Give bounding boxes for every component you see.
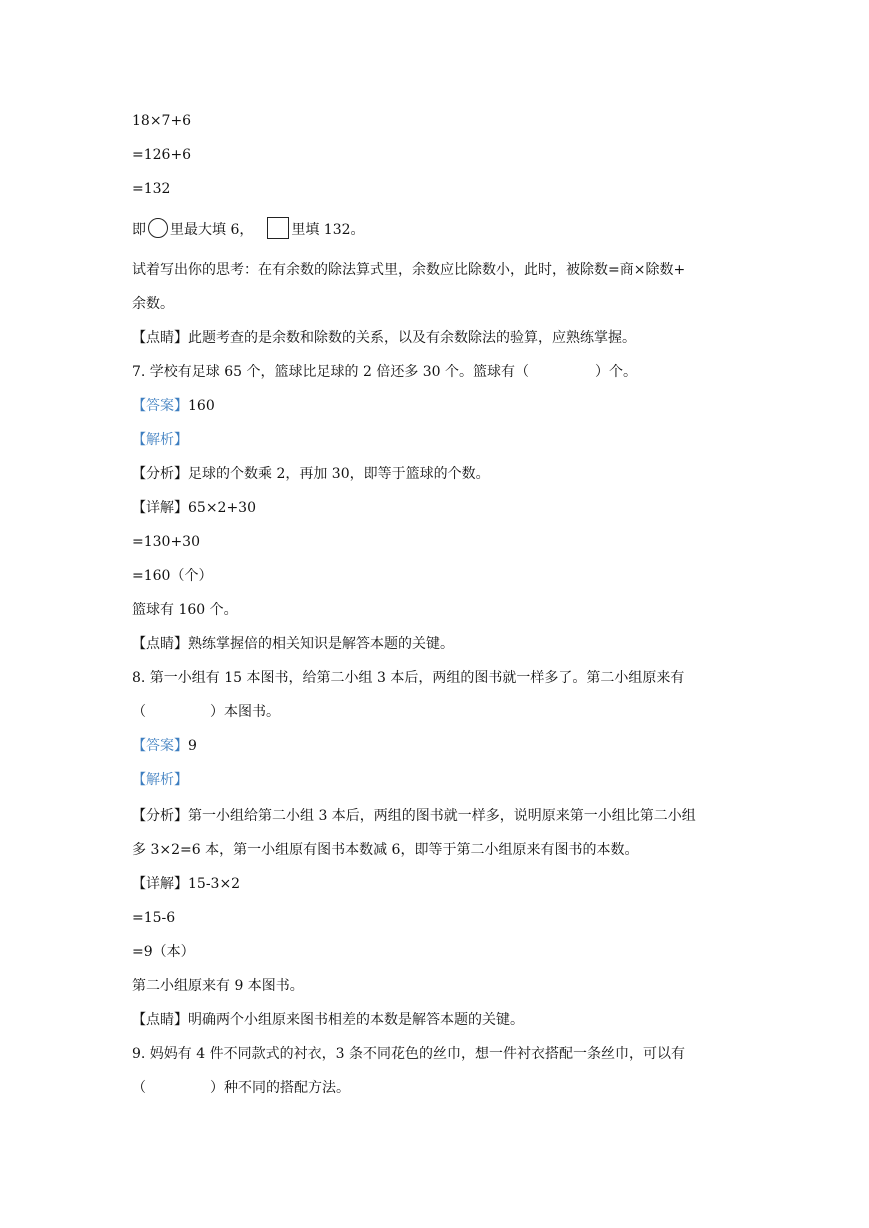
q7-fenxi: 【分析】足球的个数乘 2，再加 30，即等于篮球的个数。 bbox=[132, 466, 490, 482]
q8-detail-3: =9（本） bbox=[132, 944, 195, 960]
q8-point: 【点睛】明确两个小组原来图书相差的本数是解答本题的关键。 bbox=[132, 1012, 524, 1028]
q7-point: 【点睛】熟练掌握倍的相关知识是解答本题的关键。 bbox=[132, 636, 454, 652]
q6-equation-line-1: 18×7+6 bbox=[132, 113, 192, 129]
q7-detail-2: =130+30 bbox=[132, 534, 200, 550]
fill-mid: 里最大填 6， bbox=[170, 222, 254, 238]
q9-stem-2b: ）种不同的搭配方法。 bbox=[210, 1080, 350, 1096]
q8-stem-2 bbox=[132, 702, 280, 722]
q6-think-line-1: 试着写出你的思考：在有余数的除法算式里，余数应比除数小，此时，被除数=商×除数+ bbox=[132, 262, 686, 278]
q7-stem-b: ）个。 bbox=[595, 364, 638, 380]
q9-stem-2 bbox=[132, 1078, 350, 1098]
q8-stem-1: 8. 第一小组有 15 本图书，给第二小组 3 本后，两组的图书就一样多了。第二小组原来有 bbox=[132, 670, 685, 686]
q8-detail-2: =15-6 bbox=[132, 910, 176, 926]
answer-tag: 【答案】 bbox=[132, 398, 188, 414]
q6-think-line-2: 余数。 bbox=[132, 296, 174, 312]
q7-stem-a: 7. 学校有足球 65 个，篮球比足球的 2 倍还多 30 个。篮球有（ bbox=[132, 364, 530, 380]
q8-conclusion: 第二小组原来有 9 本图书。 bbox=[132, 978, 304, 994]
answer-tag: 【答案】 bbox=[132, 738, 188, 754]
fill-end: 里填 132。 bbox=[291, 222, 365, 238]
q7-answer bbox=[132, 396, 215, 416]
q8-analysis-tag: 【解析】 bbox=[132, 772, 188, 788]
square-icon bbox=[267, 217, 289, 239]
fill-prefix: 即 bbox=[132, 222, 146, 238]
q6-equation-line-3: =132 bbox=[132, 181, 171, 197]
q8-fenxi-1: 【分析】第一小组给第二小组 3 本后，两组的图书就一样多，说明原来第一小组比第二小组 bbox=[132, 808, 696, 824]
q7-detail-3: =160（个） bbox=[132, 568, 213, 584]
circle-icon bbox=[148, 218, 168, 238]
q6-equation-line-2: =126+6 bbox=[132, 147, 192, 163]
q7-stem bbox=[132, 362, 637, 382]
q7-conclusion: 篮球有 160 个。 bbox=[132, 602, 238, 618]
q6-fill-line bbox=[132, 219, 365, 241]
q9-stem-1: 9. 妈妈有 4 件不同款式的衬衣，3 条不同花色的丝巾，想一件衬衣搭配一条丝巾，可以有 bbox=[132, 1046, 685, 1062]
q6-point: 【点睛】此题考查的是余数和除数的关系，以及有余数除法的验算，应熟练掌握。 bbox=[132, 330, 636, 346]
q9-stem-2a: （ bbox=[132, 1080, 146, 1096]
q7-analysis-tag: 【解析】 bbox=[132, 432, 188, 448]
q8-fenxi-2: 多 3×2=6 本，第一小组原有图书本数减 6，即等于第二小组原来有图书的本数。 bbox=[132, 842, 639, 858]
q7-detail-1: 【详解】65×2+30 bbox=[132, 500, 256, 516]
q8-stem-2a: （ bbox=[132, 704, 146, 720]
answer-value: 9 bbox=[188, 738, 197, 754]
answer-value: 160 bbox=[188, 398, 215, 414]
q8-answer bbox=[132, 736, 197, 756]
q8-detail-1: 【详解】15-3×2 bbox=[132, 876, 241, 892]
q8-stem-2b: ）本图书。 bbox=[210, 704, 280, 720]
